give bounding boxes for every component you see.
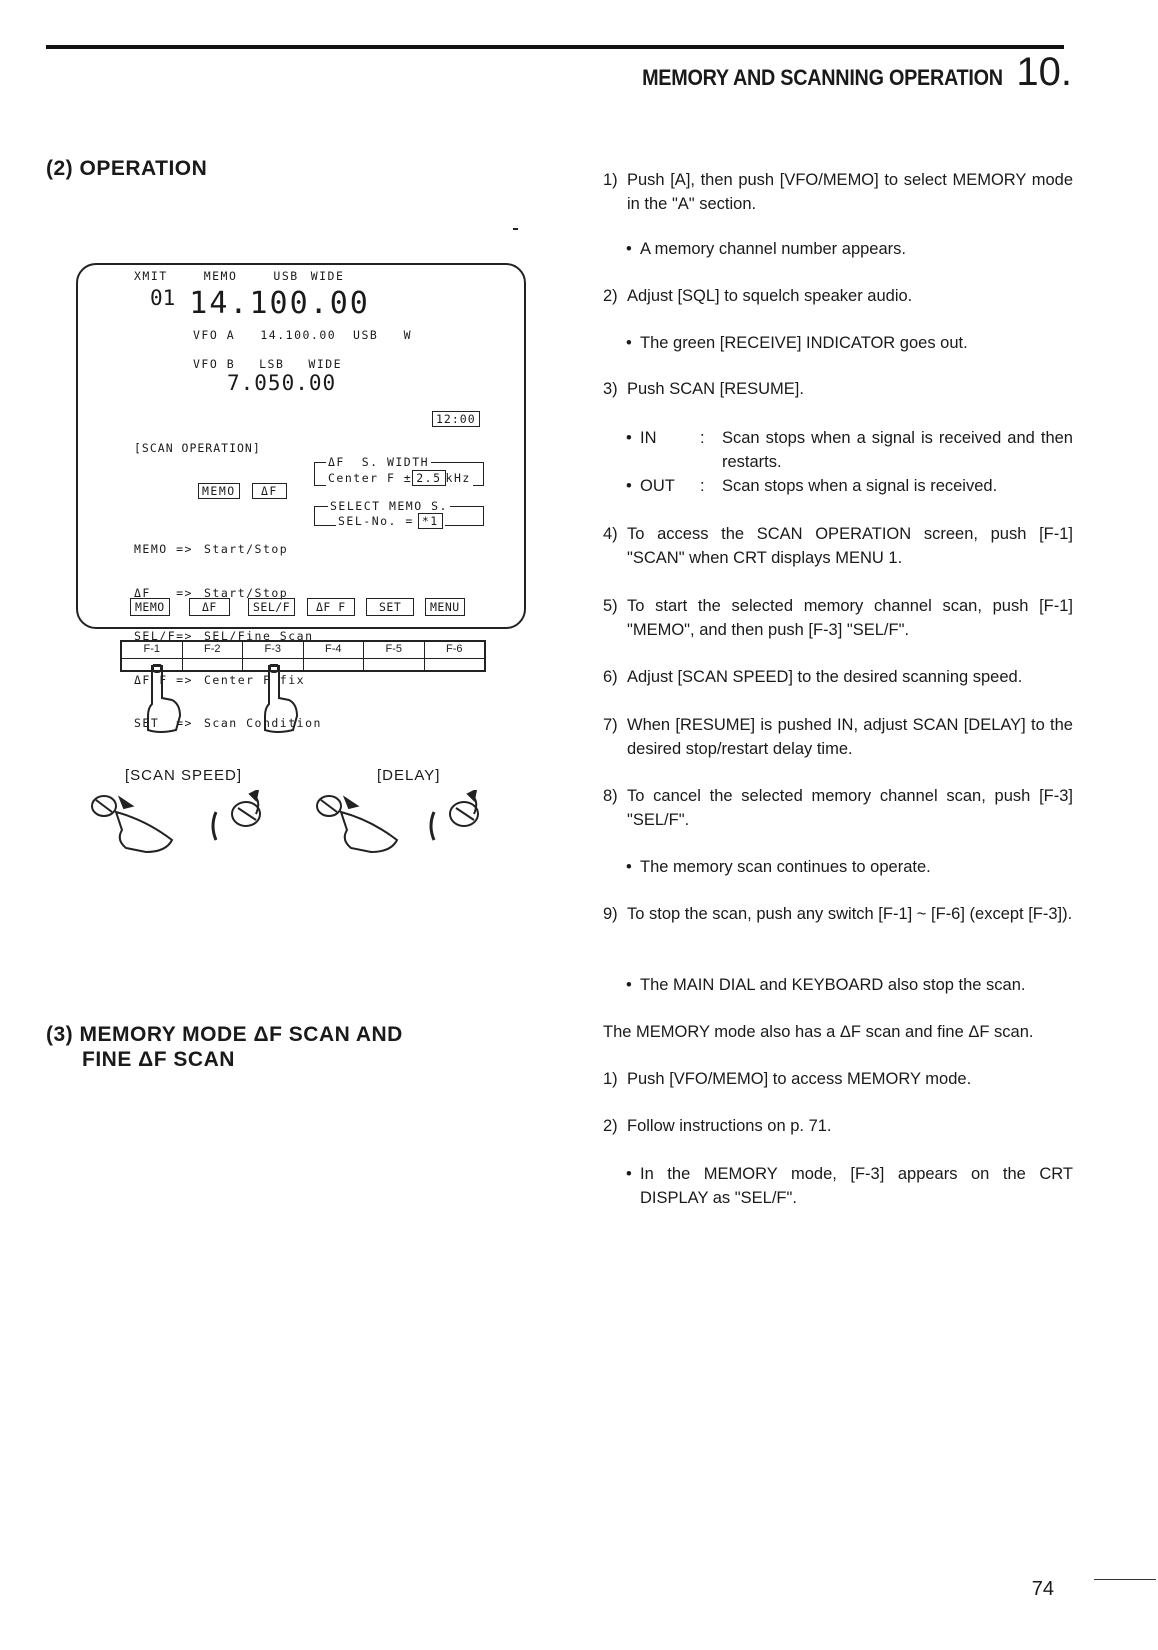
section3-heading-line2: FINE ΔF SCAN: [82, 1048, 235, 1071]
crt-clock: 12:00: [432, 411, 480, 427]
crt-status-row: [134, 269, 344, 283]
crt-df-box: ΔF: [252, 483, 287, 499]
bullet-item: • The green [RECEIVE] INDICATOR goes out.: [626, 334, 968, 352]
crt-legend-row: ΔF => Start/Stop: [134, 585, 289, 600]
step-5: 5) To start the selected memory channel scan, push [F-1] "MEMO", and then push [F-3] "SEL/F".: [603, 597, 1073, 639]
crt-xmit: XMIT: [134, 269, 168, 283]
bullet-item: • A memory channel number appears.: [626, 240, 906, 258]
section3-step-2: 2) Follow instructions on p. 71.: [603, 1117, 832, 1135]
crt-vfo-b-label: VFO B: [193, 357, 236, 371]
crt-wide: WIDE: [310, 269, 345, 283]
fkey-f4[interactable]: F-4: [304, 642, 365, 670]
crt-memo: MEMO: [203, 269, 238, 283]
bullet-item: • The memory scan continues to operate.: [626, 858, 931, 876]
fkey-f5[interactable]: F-5: [364, 642, 425, 670]
step-4: 4) To access the SCAN OPERATION screen, push [F-1] "SCAN" when CRT displays MENU 1.: [603, 525, 1073, 567]
knob-turn-left-icon: [317, 796, 397, 852]
crt-vfo-b-mode: LSB: [259, 357, 285, 371]
section-heading-operation: (2) OPERATION: [46, 157, 208, 180]
section-heading-memory-mode: [46, 1022, 466, 1072]
step-1: 1) Push [A], then push [VFO/MEMO] to select MEMORY mode in the "A" section.: [603, 171, 1073, 213]
page-number: 74: [1031, 1578, 1054, 1600]
crt-memo-box: MEMO: [198, 483, 240, 499]
crt-vfo-b-line: [193, 357, 342, 371]
mark-dot: [513, 228, 518, 230]
crt-sel-no: SEL-No. =: [338, 514, 414, 528]
fkey-f1[interactable]: F-1: [122, 642, 183, 670]
crt-softkey: SET: [366, 596, 425, 616]
section3-intro: The MEMORY mode also has a ΔF scan and fine ΔF scan.: [603, 1023, 1034, 1041]
finger-press-icons: [140, 664, 320, 734]
crt-df-width: ΔF S. WIDTH: [328, 455, 430, 469]
step-6: 6) Adjust [SCAN SPEED] to the desired scanning speed.: [603, 668, 1023, 686]
crt-softkey: MENU: [425, 596, 484, 616]
crt-vfo-b-freq: 7.050.00: [227, 371, 337, 395]
bullet-in: • IN : Scan stops when a signal is received and then restarts.: [626, 429, 1073, 471]
finger-press-icon: [265, 664, 297, 732]
crt-channel: 01: [150, 286, 176, 310]
fkey-f6[interactable]: F-6: [425, 642, 485, 670]
step-8: 8) To cancel the selected memory channel scan, push [F-3] "SEL/F".: [603, 787, 1073, 829]
page-number-rule: [1094, 1579, 1156, 1580]
crt-softkey: ΔF F: [307, 596, 366, 616]
crt-sel-no-value: *1: [418, 513, 443, 529]
bullet-out: • OUT : Scan stops when a signal is received.: [626, 477, 998, 495]
bullet-item: • The MAIN DIAL and KEYBOARD also stop the scan.: [626, 976, 1026, 994]
crt-vfo-b-width: WIDE: [308, 357, 343, 371]
crt-legend-row: SEL/F=> SEL/Fine Scan: [134, 629, 314, 643]
crt-usb: USB: [273, 269, 299, 283]
crt-softkey: SEL/F: [248, 596, 307, 616]
fkey-f2[interactable]: F-2: [183, 642, 244, 670]
chapter-number: 10.: [1016, 50, 1072, 94]
crt-scan-title: [SCAN OPERATION]: [134, 441, 261, 455]
crt-legend-row: MEMO => Start/Stop: [134, 542, 289, 556]
delay-label: [DELAY]: [377, 767, 441, 784]
top-rule: [46, 45, 1064, 49]
crt-main-readout: [150, 286, 370, 321]
section3-bullet: • In the MEMORY mode, [F-3] appears on the CRT DISPLAY as "SEL/F".: [626, 1165, 1073, 1207]
step-2: 2) Adjust [SQL] to squelch speaker audio.: [603, 287, 913, 305]
step-9: 9) To stop the scan, push any switch [F-1] ~ [F-6] (except [F-3]).: [603, 905, 1073, 923]
crt-vfo-a-line: VFO A 14.100.00 USB W: [193, 328, 413, 342]
crt-legend-row: SET => Scan Condition: [134, 716, 322, 730]
crt-sel-no-line: [336, 513, 445, 529]
fkey-f3[interactable]: F-3: [243, 642, 304, 670]
knob-turn-left-icon: [92, 796, 172, 852]
knob-turn-right-icon: [213, 790, 260, 840]
step-3: 3) Push SCAN [RESUME].: [603, 380, 804, 398]
crt-center-f-value: 2.5: [412, 470, 445, 486]
crt-main-freq: 14.100.00: [189, 286, 370, 321]
crt-center-f: Center F ±: [328, 471, 413, 485]
crt-softkey: ΔF: [189, 596, 248, 616]
chapter-header: [602, 52, 1072, 92]
step-7: 7) When [RESUME] is pushed IN, adjust SCAN [DELAY] to the desired stop/restart delay time.: [603, 716, 1073, 758]
crt-softkeys: [130, 596, 484, 616]
chapter-title: MEMORY AND SCANNING OPERATION: [641, 65, 1003, 90]
crt-center-f-unit: kHz: [445, 471, 471, 485]
crt-center-f-line: [326, 470, 473, 486]
section3-step-1: 1) Push [VFO/MEMO] to access MEMORY mode.: [603, 1070, 972, 1088]
section3-heading-line1: (3) MEMORY MODE ΔF SCAN AND: [46, 1023, 403, 1046]
crt-legend-row: ΔF F => Center F fix: [134, 672, 306, 687]
scan-speed-label: [SCAN SPEED]: [125, 767, 243, 784]
crt-softkey: MEMO: [130, 596, 189, 616]
finger-press-icon: [148, 664, 180, 732]
knob-illustrations: [86, 790, 506, 860]
knob-turn-right-icon: [431, 790, 478, 840]
crt-select-memo: SELECT MEMO S.: [330, 499, 448, 513]
